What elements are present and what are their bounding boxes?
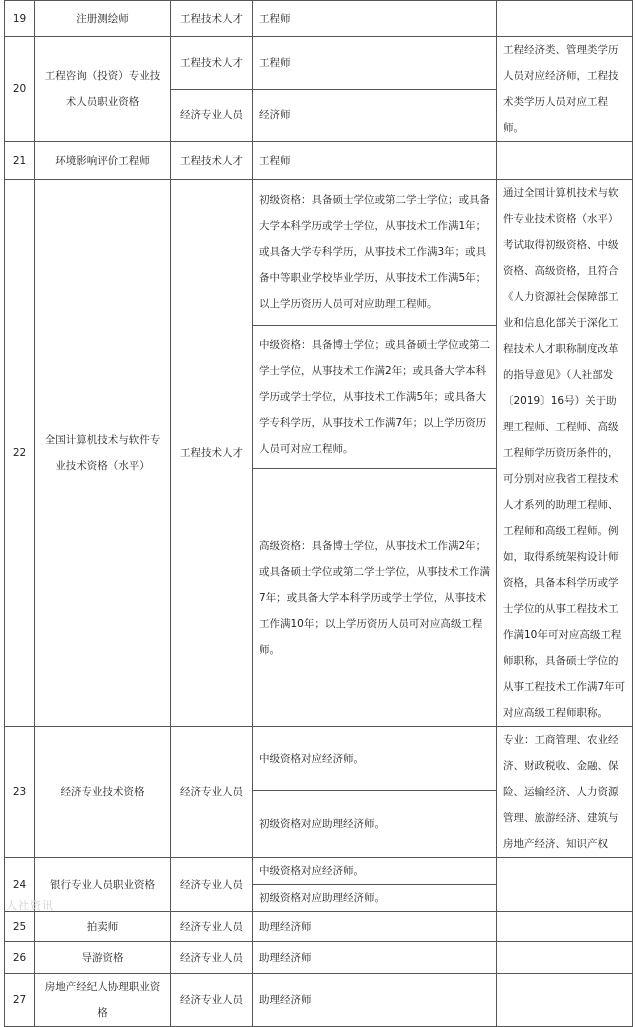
corresponding-title: 中级资格对应经济师。 bbox=[253, 727, 497, 791]
corresponding-title: 中级资格对应经济师。 bbox=[253, 858, 497, 885]
table-row bbox=[5, 37, 633, 90]
corresponding-title: 经济师 bbox=[253, 89, 497, 142]
table-row bbox=[5, 1, 633, 37]
row-number: 24 bbox=[5, 858, 35, 912]
corresponding-title: 助理经济师 bbox=[253, 942, 497, 974]
talent-category: 经济专业人员 bbox=[171, 89, 253, 142]
remarks-cell bbox=[497, 1, 633, 37]
remarks-cell: 通过全国计算机技术与软件专业技术资格（水平）考试取得初级资格、中级资格、高级资格，且符合《人力资源社会保障部工业和信息化部关于深化工程技术人才职称制度改革的指导意见》（人社部发〔2019〕16号）关于助理工程师、工程师、高级工程师学历资历条件的，可分别对应我省工程技术人才系列的助理工程师、工程师和高级工程师。例如，取得系统架构设计师资格，具备本科学历或学士学位的从事工程技术工作满10年可对应高级工程师职称，具备硕士学位的从事工程技术工作满7年可对应高级工程师职称。 bbox=[497, 180, 633, 727]
remarks-cell: 工程经济类、管理类学历人员对应经济师，工程技术类学历人员对应工程师。 bbox=[497, 37, 633, 142]
row-number: 25 bbox=[5, 912, 35, 942]
junior-qualification: 初级资格：具备硕士学位或第二学士学位；或具备大学本科学历或学士学位，从事技术工作满1年；或具备大学专科学历，从事技术工作满3年；或具备中等职业学校毕业学历，从事技术工作满5年；以上学历资历人员可对应助理工程师。 bbox=[253, 180, 497, 326]
qualification-name: 拍卖师 bbox=[35, 912, 171, 942]
qualification-table bbox=[4, 0, 633, 1027]
talent-category: 经济专业人员 bbox=[171, 974, 253, 1027]
row-number: 26 bbox=[5, 942, 35, 974]
qualification-name: 工程咨询（投资）专业技术人员职业资格 bbox=[35, 37, 171, 142]
talent-category: 经济专业人员 bbox=[171, 858, 253, 912]
table-row bbox=[5, 942, 633, 974]
corresponding-title: 工程师 bbox=[253, 142, 497, 180]
talent-category: 经济专业人员 bbox=[171, 912, 253, 942]
table-row bbox=[5, 180, 633, 326]
corresponding-title: 助理经济师 bbox=[253, 974, 497, 1027]
remarks-cell bbox=[497, 142, 633, 180]
row-number: 23 bbox=[5, 727, 35, 858]
qualification-name: 全国计算机技术与软件专业技术资格（水平） bbox=[35, 180, 171, 727]
table-row bbox=[5, 858, 633, 885]
row-number: 20 bbox=[5, 37, 35, 142]
qualification-name: 导游资格 bbox=[35, 942, 171, 974]
corresponding-title: 工程师 bbox=[253, 1, 497, 37]
qualification-name: 房地产经纪人协理职业资格 bbox=[35, 974, 171, 1027]
remarks-cell: 专业：工商管理、农业经济、财政税收、金融、保险、运输经济、人力资源管理、旅游经济、建筑与房地产经济、知识产权 bbox=[497, 727, 633, 858]
table-row bbox=[5, 974, 633, 1027]
qualification-name: 注册测绘师 bbox=[35, 1, 171, 37]
talent-category: 工程技术人才 bbox=[171, 37, 253, 90]
talent-category: 经济专业人员 bbox=[171, 727, 253, 858]
row-number: 22 bbox=[5, 180, 35, 727]
talent-category: 工程技术人才 bbox=[171, 180, 253, 727]
table-row bbox=[5, 912, 633, 942]
table-row bbox=[5, 727, 633, 791]
talent-category: 经济专业人员 bbox=[171, 942, 253, 974]
remarks-cell bbox=[497, 858, 633, 912]
qualification-name: 经济专业技术资格 bbox=[35, 727, 171, 858]
row-number: 27 bbox=[5, 974, 35, 1027]
corresponding-title: 初级资格对应助理经济师。 bbox=[253, 791, 497, 858]
row-number: 21 bbox=[5, 142, 35, 180]
table-row bbox=[5, 142, 633, 180]
remarks-cell bbox=[497, 912, 633, 942]
remarks-cell bbox=[497, 942, 633, 974]
corresponding-title: 助理经济师 bbox=[253, 912, 497, 942]
qualification-name: 银行专业人员职业资格 bbox=[35, 858, 171, 912]
intermediate-qualification: 中级资格：具备博士学位；或具备硕士学位或第二学士学位，从事技术工作满2年；或具备大学本科学历或学士学位，从事技术工作满5年；或具备大学专科学历，从事技术工作满7年；以上学历资历人员可对应工程师。 bbox=[253, 325, 497, 469]
talent-category: 工程技术人才 bbox=[171, 142, 253, 180]
watermark: 人社资讯 bbox=[6, 899, 54, 912]
qualification-name: 环境影响评价工程师 bbox=[35, 142, 171, 180]
talent-category: 工程技术人才 bbox=[171, 1, 253, 37]
remarks-cell bbox=[497, 974, 633, 1027]
row-number: 19 bbox=[5, 1, 35, 37]
corresponding-title: 工程师 bbox=[253, 37, 497, 90]
corresponding-title: 初级资格对应助理经济师。 bbox=[253, 885, 497, 912]
senior-qualification: 高级资格：具备博士学位，从事技术工作满2年；或具备硕士学位或第二学士学位，从事技术工作满7年；或具备大学本科学历或学士学位，从事技术工作满10年；以上学历资历人员可对应高级工程师。 bbox=[253, 469, 497, 727]
